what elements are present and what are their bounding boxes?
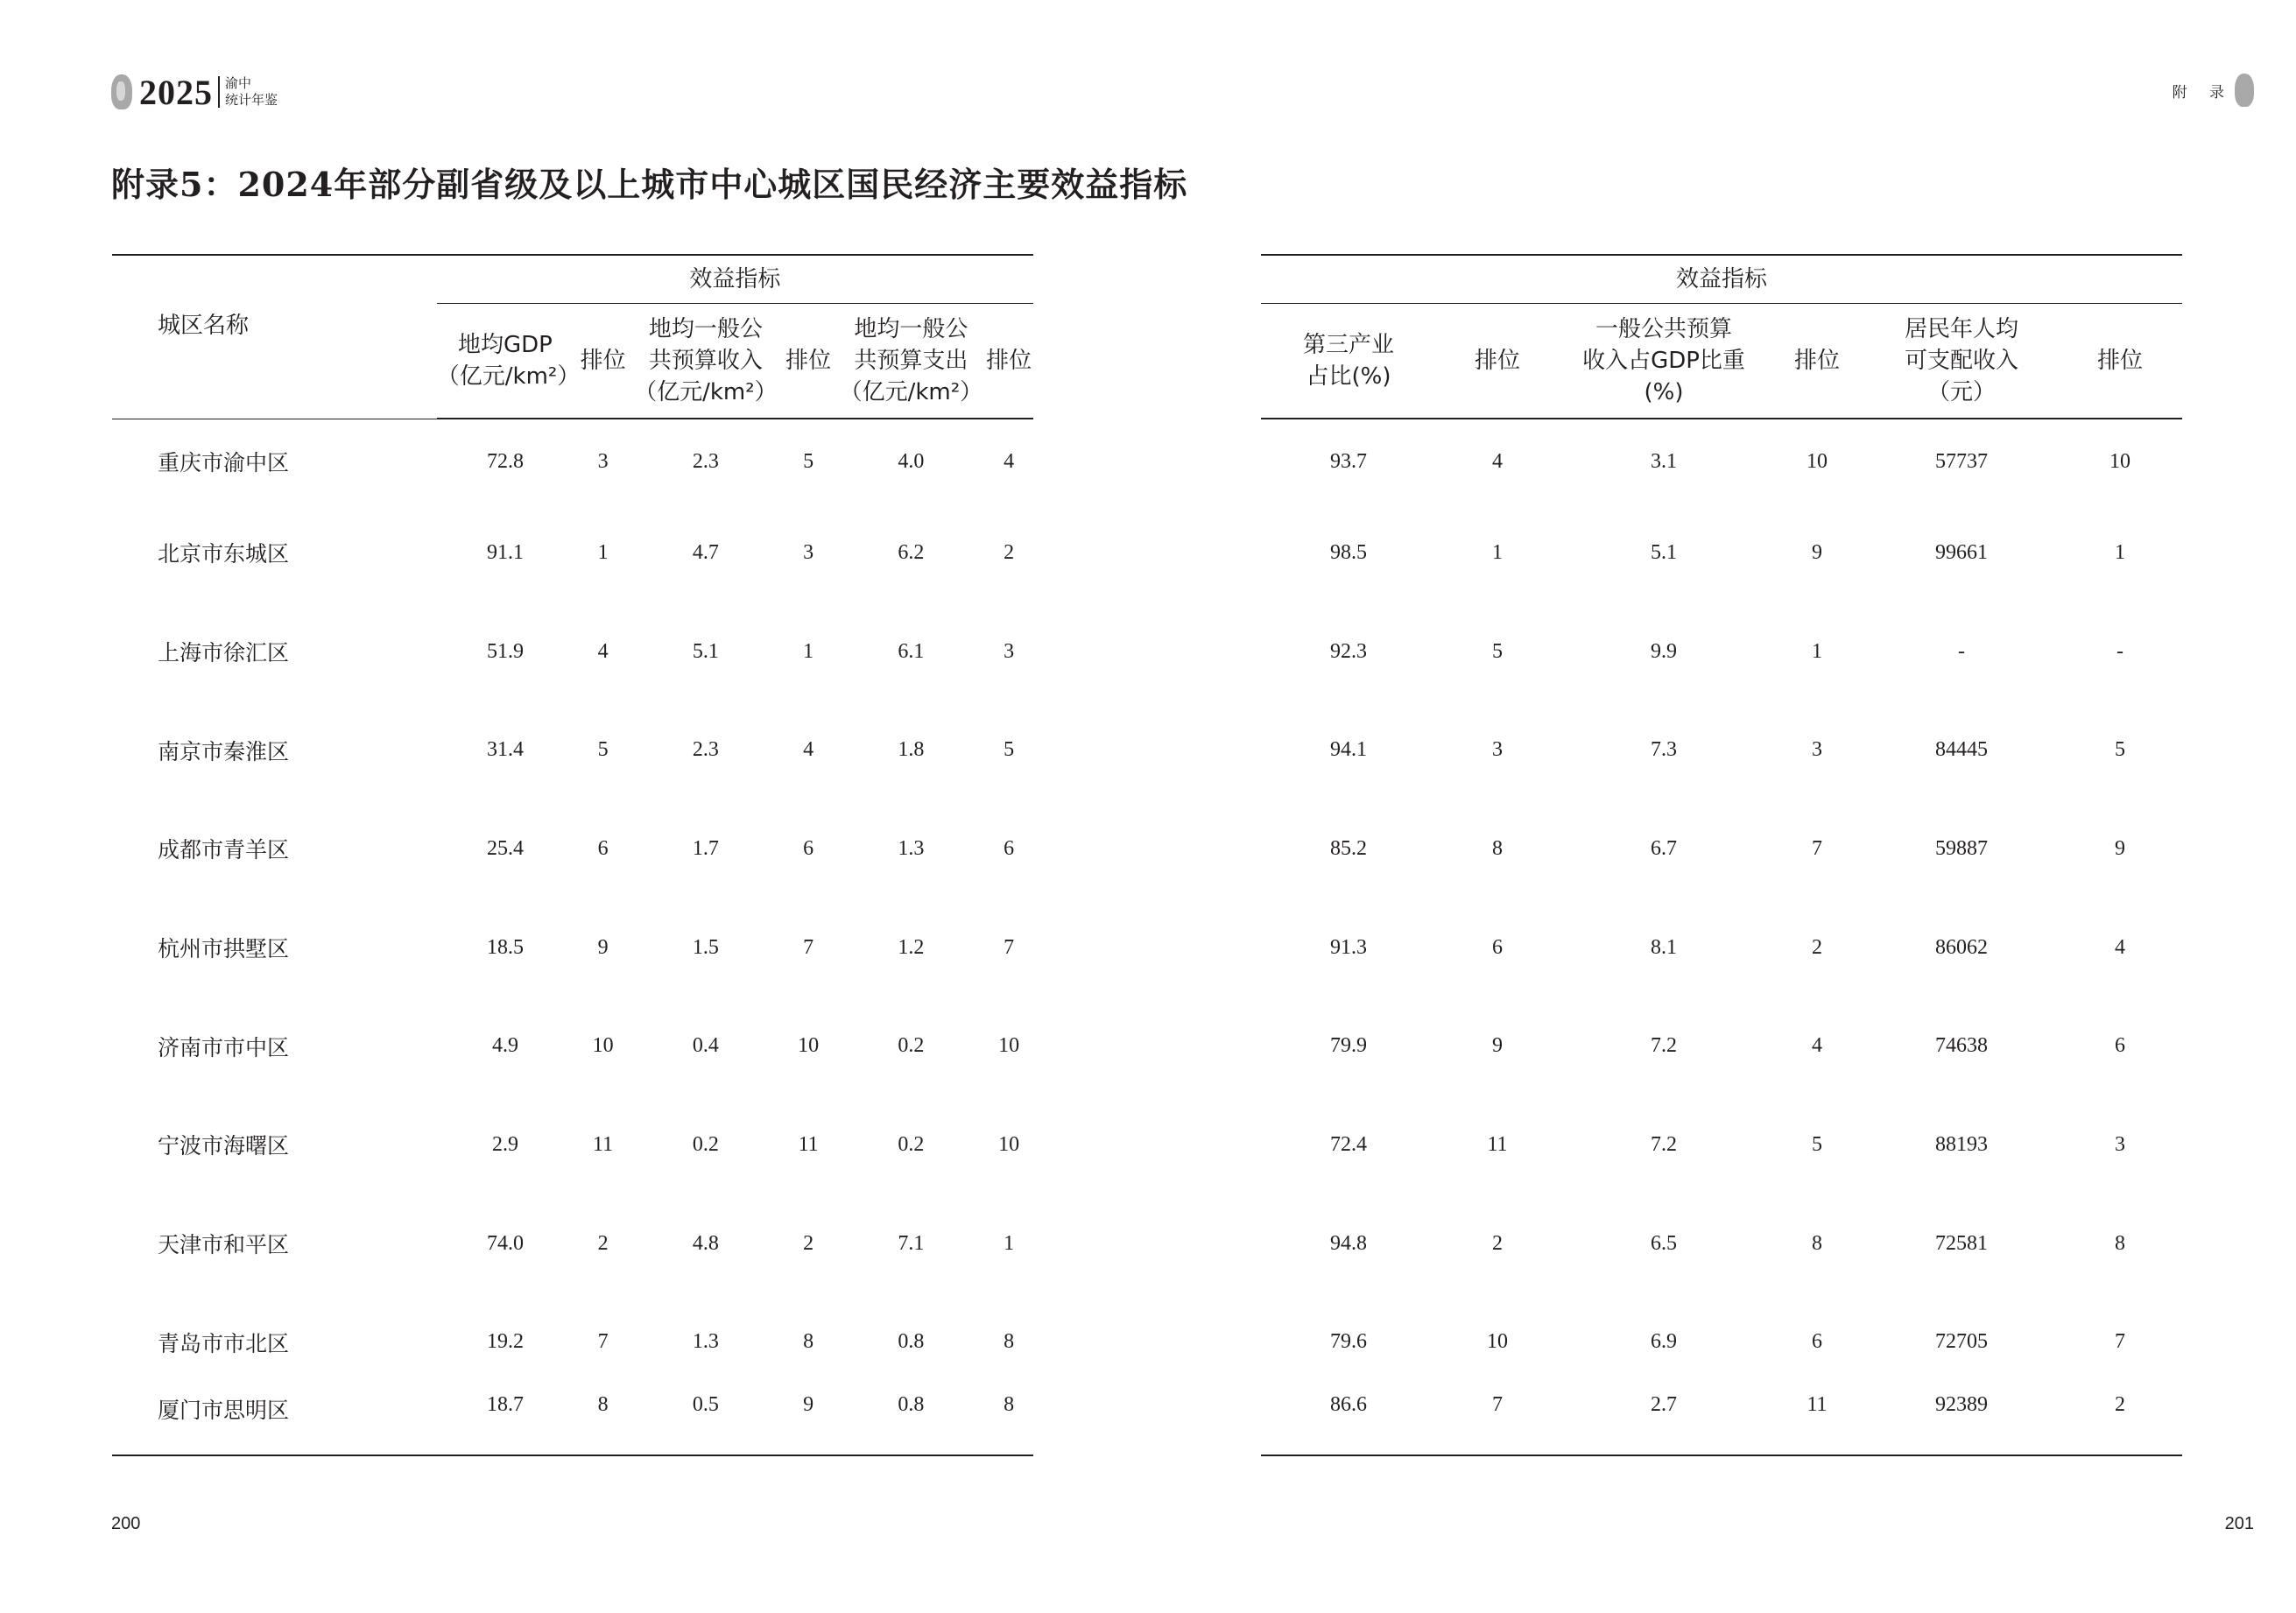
value-cell: 1.3 (692, 1330, 719, 1354)
district-name-cell: 南京市秦淮区 (158, 738, 290, 764)
value-cell: 8.1 (1651, 935, 1677, 959)
right-table-body (1261, 419, 2182, 1455)
right-table-row (1261, 799, 2182, 898)
district-name-cell: 重庆市渝中区 (158, 449, 290, 475)
value-cell: 0.2 (898, 1034, 925, 1058)
right-table-row (1261, 1095, 2182, 1194)
rank-cell: 2 (597, 1231, 609, 1255)
left-table-row (112, 997, 1033, 1095)
rank-cell: 6 (1004, 836, 1015, 860)
district-name-cell: 成都市青羊区 (158, 837, 290, 863)
rank-cell: 10 (1487, 1330, 1508, 1354)
district-name-cell: 上海市徐汇区 (158, 640, 290, 666)
rank-cell: 10 (592, 1034, 614, 1058)
brand-name-line2: 统计年鉴 (225, 92, 278, 108)
value-cell: 7.2 (1651, 1132, 1677, 1156)
right-page (1148, 0, 2296, 1613)
rank-cell: 2 (1492, 1231, 1503, 1255)
value-cell: 0.5 (692, 1393, 719, 1417)
value-cell: 72.8 (486, 449, 524, 473)
value-cell: 72705 (1935, 1330, 1988, 1354)
value-cell: 1.7 (692, 836, 719, 860)
left-column-header-line: （亿元/km²） (436, 363, 581, 390)
right-table-row (1261, 1391, 2182, 1455)
value-cell: 1.2 (898, 935, 925, 959)
value-cell: 72581 (1935, 1231, 1988, 1255)
rank-cell: 9 (1492, 1034, 1503, 1058)
section-label: 附 录 (2172, 83, 2233, 102)
brand-name (225, 75, 278, 109)
left-column-header-line: 地均GDP (458, 332, 553, 358)
right-table-row (1261, 1194, 2182, 1293)
rank-cell: 5 (1004, 738, 1015, 762)
value-cell: 99661 (1935, 540, 1988, 564)
rank-cell: 4 (2115, 935, 2125, 959)
rank-cell: 8 (597, 1393, 609, 1417)
value-cell: 0.8 (898, 1330, 925, 1354)
rank-cell: 10 (798, 1034, 820, 1058)
right-column-header-4 (1865, 304, 2058, 419)
left-column-header-line: 排位 (986, 348, 1032, 374)
rank-cell: 6 (2115, 1034, 2125, 1058)
rank-cell: 2 (2115, 1393, 2125, 1417)
rank-cell: 8 (2115, 1231, 2125, 1255)
right-column-header-0 (1261, 304, 1436, 419)
left-table-body (112, 419, 1033, 1455)
value-cell: 6.9 (1651, 1330, 1677, 1354)
value-cell: 88193 (1935, 1132, 1988, 1156)
right-column-header-2 (1559, 304, 1769, 419)
value-cell: 3.1 (1651, 449, 1677, 473)
left-column-header-line: 排位 (580, 348, 626, 374)
right-column-header-row (1261, 304, 2182, 419)
district-name-cell: 天津市和平区 (158, 1232, 290, 1258)
left-table-row (112, 602, 1033, 701)
left-column-header-line: 地均一般公 (648, 316, 763, 342)
value-cell: 7.1 (898, 1231, 925, 1255)
district-name-cell: 济南市市中区 (158, 1034, 290, 1060)
left-table (112, 254, 1033, 1456)
left-table-row (112, 1391, 1033, 1455)
right-column-header-line: 占比(%) (1306, 363, 1391, 390)
district-name-cell: 宁波市海曙区 (158, 1133, 290, 1159)
right-table-row (1261, 701, 2182, 799)
value-cell: 51.9 (486, 639, 524, 663)
value-cell: 84445 (1935, 738, 1988, 762)
rank-cell: 11 (1807, 1393, 1828, 1417)
value-cell: 25.4 (486, 836, 524, 860)
value-cell: 6.7 (1651, 836, 1677, 860)
right-column-header-line: 居民年人均 (1904, 316, 2018, 342)
rank-cell: 3 (597, 449, 609, 473)
left-column-header-line: 共预算支出 (854, 348, 968, 374)
value-cell: 1.8 (898, 738, 925, 762)
value-cell: 74.0 (486, 1231, 524, 1255)
right-column-header-line: 收入占GDP比重 (1582, 348, 1745, 374)
left-column-header-4 (838, 304, 985, 419)
value-cell: 31.4 (486, 738, 524, 762)
value-cell: 2.3 (692, 738, 719, 762)
left-column-header-3 (779, 304, 838, 419)
rank-cell: 6 (597, 836, 609, 860)
left-table-row (112, 504, 1033, 602)
value-cell: 9.9 (1651, 639, 1677, 663)
rank-cell: 2 (1004, 540, 1015, 564)
rank-cell: 9 (1812, 540, 1822, 564)
value-cell: 1.3 (898, 836, 925, 860)
page-title: 附录5：2024年部分副省级及以上城市中心城区国民经济主要效益指标 (111, 165, 1188, 204)
right-table-row (1261, 898, 2182, 997)
rank-cell: 4 (1812, 1034, 1822, 1058)
left-column-header-5 (984, 304, 1033, 419)
rank-cell: 2 (1812, 935, 1822, 959)
rank-cell: 9 (803, 1393, 814, 1417)
value-cell: 19.2 (486, 1330, 524, 1354)
value-cell: 86062 (1935, 935, 1988, 959)
rank-cell: 1 (1492, 540, 1503, 564)
left-table-row (112, 898, 1033, 997)
right-table (1261, 254, 2182, 1456)
rank-cell: 3 (1004, 639, 1015, 663)
left-table-row (112, 419, 1033, 504)
rank-cell: 5 (1812, 1132, 1822, 1156)
left-group-header: 效益指标 (437, 255, 1033, 304)
value-cell: 5.1 (692, 639, 719, 663)
left-column-header-1 (574, 304, 632, 419)
right-table-row (1261, 419, 2182, 504)
rank-cell: 8 (1812, 1231, 1822, 1255)
value-cell: 94.1 (1330, 738, 1367, 762)
right-column-header-3 (1769, 304, 1865, 419)
left-column-header-line: （亿元/km²） (634, 379, 778, 405)
rank-cell: 1 (597, 540, 609, 564)
right-column-header-line: (%) (1644, 379, 1684, 405)
right-group-header: 效益指标 (1261, 255, 2182, 304)
rank-cell: 3 (1812, 738, 1822, 762)
rank-cell: 10 (2109, 449, 2130, 473)
value-cell: 6.2 (898, 540, 925, 564)
rank-cell: 10 (998, 1034, 1020, 1058)
rank-cell: 9 (597, 935, 609, 959)
rank-cell: 6 (803, 836, 814, 860)
value-cell: 0.8 (898, 1393, 925, 1417)
value-cell: 18.7 (486, 1393, 524, 1417)
rank-cell: 9 (2115, 836, 2125, 860)
value-cell: 57737 (1935, 449, 1988, 473)
left-table-row (112, 1095, 1033, 1194)
left-column-header-2 (632, 304, 779, 419)
value-cell: 5.1 (1651, 540, 1677, 564)
value-cell: 86.6 (1330, 1393, 1367, 1417)
left-column-header-line: 地均一般公 (854, 316, 968, 342)
rank-cell: 5 (803, 449, 814, 473)
district-name-header: 城区名称 (112, 255, 437, 419)
value-cell: 2.7 (1651, 1393, 1677, 1417)
district-name-cell: 北京市东城区 (158, 541, 290, 567)
page-number-left: 200 (111, 1514, 141, 1533)
rank-cell: 7 (2115, 1330, 2125, 1354)
rank-cell: 11 (1487, 1132, 1508, 1156)
page-number-right: 201 (2224, 1514, 2254, 1533)
rank-cell: 1 (1812, 639, 1822, 663)
left-table-row (112, 1194, 1033, 1293)
value-cell: 1.5 (692, 935, 719, 959)
rank-cell: 3 (1492, 738, 1503, 762)
value-cell: 98.5 (1330, 540, 1367, 564)
value-cell: 2.9 (491, 1132, 518, 1156)
yearbook-brand (111, 70, 278, 114)
value-cell: 4.8 (692, 1231, 719, 1255)
value-cell: 59887 (1935, 836, 1988, 860)
rank-cell: 8 (1492, 836, 1503, 860)
value-cell: 6.1 (898, 639, 925, 663)
rank-cell: 6 (1492, 935, 1503, 959)
rank-cell: 8 (1004, 1330, 1015, 1354)
value-cell: 79.6 (1330, 1330, 1367, 1354)
left-column-header-0 (436, 304, 581, 419)
rank-cell: 4 (1492, 449, 1503, 473)
brand-name-line1: 渝中 (225, 75, 252, 91)
rank-cell: 1 (803, 639, 814, 663)
value-cell: 92.3 (1330, 639, 1367, 663)
rank-cell: 10 (1807, 449, 1828, 473)
value-cell: 91.1 (486, 540, 524, 564)
seal-logo-icon (2235, 74, 2254, 107)
rank-cell: 4 (597, 639, 609, 663)
right-column-header-line: 排位 (2096, 348, 2143, 374)
value-cell: 7.2 (1651, 1034, 1677, 1058)
left-table-row (112, 1293, 1033, 1392)
value-cell: - (1958, 639, 1965, 663)
value-cell: 4.9 (491, 1034, 518, 1058)
right-column-header-line: 排位 (1793, 348, 1840, 374)
right-table-row (1261, 602, 2182, 701)
district-name-cell: 杭州市拱墅区 (158, 936, 290, 962)
right-group-header-row (1261, 255, 2182, 304)
value-cell: 85.2 (1330, 836, 1367, 860)
right-table-row (1261, 1293, 2182, 1392)
rank-cell: 3 (2115, 1132, 2125, 1156)
left-column-header-line: 共预算收入 (648, 348, 763, 374)
rank-cell: 4 (1004, 449, 1015, 473)
value-cell: 2.3 (692, 449, 719, 473)
rank-cell: 1 (1004, 1231, 1015, 1255)
rank-cell: 8 (1004, 1393, 1015, 1417)
right-column-header-5 (2058, 304, 2182, 419)
value-cell: 18.5 (486, 935, 524, 959)
left-table-row (112, 799, 1033, 898)
right-column-header-line: 可支配收入 (1904, 348, 2018, 374)
value-cell: 94.8 (1330, 1231, 1367, 1255)
value-cell: 4.0 (898, 449, 925, 473)
rank-cell: 5 (597, 738, 609, 762)
rank-cell: 8 (803, 1330, 814, 1354)
rank-cell: 7 (1004, 935, 1015, 959)
running-header (2173, 74, 2254, 107)
value-cell: 74638 (1935, 1034, 1988, 1058)
value-cell: 0.4 (692, 1034, 719, 1058)
right-column-header-line: 一般公共预算 (1595, 316, 1732, 342)
district-name-cell: 厦门市思明区 (158, 1398, 290, 1424)
rank-cell: 6 (1812, 1330, 1822, 1354)
rank-cell: 7 (1812, 836, 1822, 860)
rank-cell: 4 (803, 738, 814, 762)
rank-cell: 5 (2115, 738, 2125, 762)
right-column-header-line: 排位 (1474, 348, 1520, 374)
rank-cell: 7 (597, 1330, 609, 1354)
brand-divider (218, 76, 220, 108)
right-column-header-line: （元） (1926, 379, 1996, 405)
value-cell: 91.3 (1330, 935, 1367, 959)
rank-cell: 7 (803, 935, 814, 959)
value-cell: 79.9 (1330, 1034, 1367, 1058)
right-table-row (1261, 504, 2182, 602)
left-column-header-line: 排位 (785, 348, 832, 374)
right-column-header-line: 第三产业 (1302, 332, 1394, 358)
value-cell: 7.3 (1651, 738, 1677, 762)
left-table-row (112, 701, 1033, 799)
rank-cell: 11 (593, 1132, 614, 1156)
value-cell: 93.7 (1330, 449, 1367, 473)
left-group-header-row (112, 255, 1033, 304)
rank-cell: 11 (798, 1132, 819, 1156)
brand-year: 2025 (139, 72, 213, 112)
rank-cell: 7 (1492, 1393, 1503, 1417)
rank-cell: - (2116, 639, 2123, 663)
value-cell: 6.5 (1651, 1231, 1677, 1255)
rank-cell: 1 (2115, 540, 2125, 564)
value-cell: 4.7 (692, 540, 719, 564)
rank-cell: 10 (998, 1132, 1020, 1156)
rank-cell: 2 (803, 1231, 814, 1255)
right-column-header-1 (1436, 304, 1559, 419)
district-name-cell: 青岛市市北区 (158, 1330, 290, 1356)
seal-logo-icon (111, 74, 132, 109)
left-column-header-line: （亿元/km²） (839, 379, 983, 405)
value-cell: 72.4 (1330, 1132, 1367, 1156)
value-cell: 0.2 (898, 1132, 925, 1156)
rank-cell: 3 (803, 540, 814, 564)
right-table-row (1261, 997, 2182, 1095)
value-cell: 92389 (1935, 1393, 1988, 1417)
value-cell: 0.2 (692, 1132, 719, 1156)
rank-cell: 5 (1492, 639, 1503, 663)
